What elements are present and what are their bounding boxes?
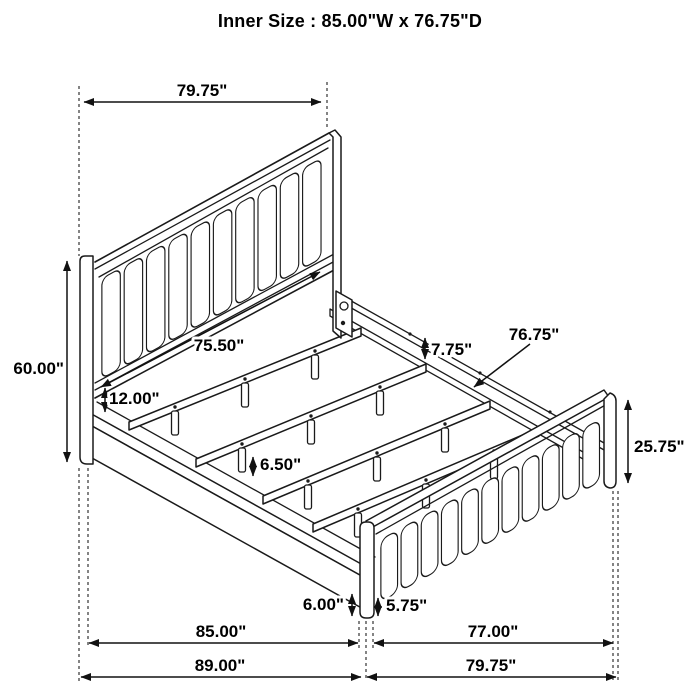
dimension-label: 12.00" (109, 389, 160, 408)
bed-drawing (80, 130, 616, 618)
dimension-label: 77.00" (467, 622, 519, 641)
dimension-label: 85.00" (195, 622, 247, 641)
footboard (360, 390, 616, 618)
page-title: Inner Size : 85.00"W x 76.75"D (217, 11, 483, 31)
footboard-right-leg (604, 393, 616, 488)
dimension-label: 25.75" (634, 437, 685, 456)
dim-panel-to-rail (105, 388, 160, 412)
dim-rail-height (425, 338, 472, 359)
dimension-label: 5.75" (386, 596, 428, 615)
dimension-label: 6.00" (302, 595, 344, 614)
footboard-left-leg (360, 522, 374, 618)
dimension-label: 89.00" (194, 656, 246, 675)
dim-frame-width (89, 622, 358, 643)
footboard-channels (381, 420, 600, 602)
dimension-label: 79.75" (465, 656, 517, 675)
dim-slat-leg-height (253, 455, 301, 476)
dimension-label: 79.75" (176, 81, 228, 100)
dim-footboard-leg-front (378, 596, 427, 616)
rail-bracket (336, 291, 352, 337)
dim-overall-depth (367, 656, 616, 677)
dimension-label: 76.75" (508, 325, 560, 344)
dim-rail-depth (374, 622, 613, 643)
dim-footboard-height (628, 400, 685, 483)
dimension-label: 7.75" (431, 340, 473, 359)
left-side-rail (83, 402, 375, 611)
dimension-label: 60.00" (13, 359, 64, 378)
dimension-label: 6.50" (260, 455, 302, 474)
dim-headboard-height (13, 261, 67, 462)
dim-base-width (81, 656, 361, 677)
headboard-left-post (80, 256, 93, 464)
dim-top-width (84, 81, 321, 102)
dimension-label: 75.50" (193, 336, 245, 355)
dim-inner-depth (474, 325, 559, 387)
